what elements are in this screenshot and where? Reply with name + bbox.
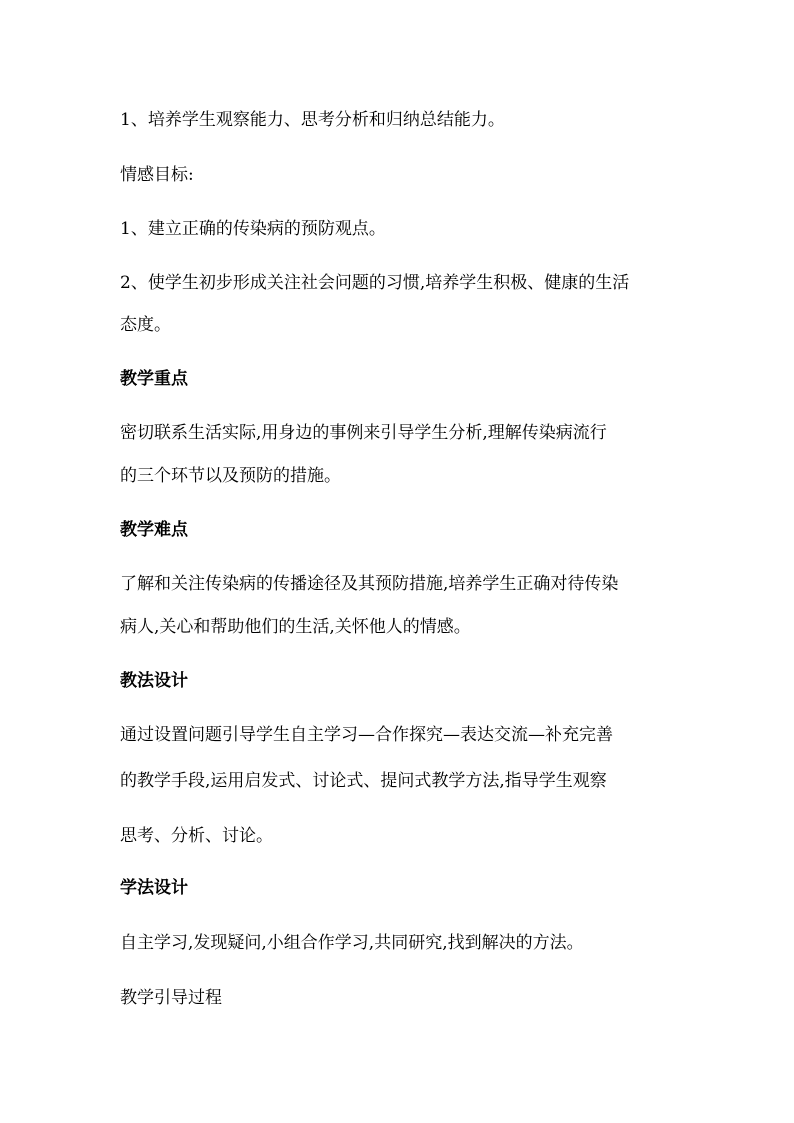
teaching-method-line1: 通过设置问题引导学生自主学习—合作探究—表达交流—补充完善 [120,725,613,745]
teaching-method-line2: 的教学手段,运用启发式、讨论式、提问式教学方法,指导学生观察 [120,771,607,791]
teaching-method-heading: 教法设计 [120,671,188,691]
ability-goal-1: 1、培养学生观察能力、思考分析和归纳总结能力。 [120,110,505,130]
teaching-method-line3: 思考、分析、讨论。 [120,826,273,846]
difficult-points-heading: 教学难点 [120,520,188,540]
key-points-line2: 的三个环节以及预防的措施。 [120,466,341,486]
emotion-goal-2-line1: 2、使学生初步形成关注社会问题的习惯,培养学生积极、健康的生活 [120,273,630,293]
process-heading: 教学引导过程 [120,988,222,1008]
emotion-goal-2-line2: 态度。 [120,315,171,335]
learning-method-heading: 学法设计 [120,878,188,898]
emotion-goal-1: 1、建立正确的传染病的预防观点。 [120,219,386,239]
learning-method-line1: 自主学习,发现疑问,小组合作学习,共同研究,找到解决的方法。 [120,933,584,953]
key-points-line1: 密切联系生活实际,用身边的事例来引导学生分析,理解传染病流行 [120,423,607,443]
emotion-goal-heading: 情感目标: [120,165,194,185]
difficult-points-line2: 病人,关心和帮助他们的生活,关怀他人的情感。 [120,617,471,637]
key-points-heading: 教学重点 [120,369,188,389]
difficult-points-line1: 了解和关注传染病的传播途径及其预防措施,培养学生正确对待传染 [120,574,619,594]
